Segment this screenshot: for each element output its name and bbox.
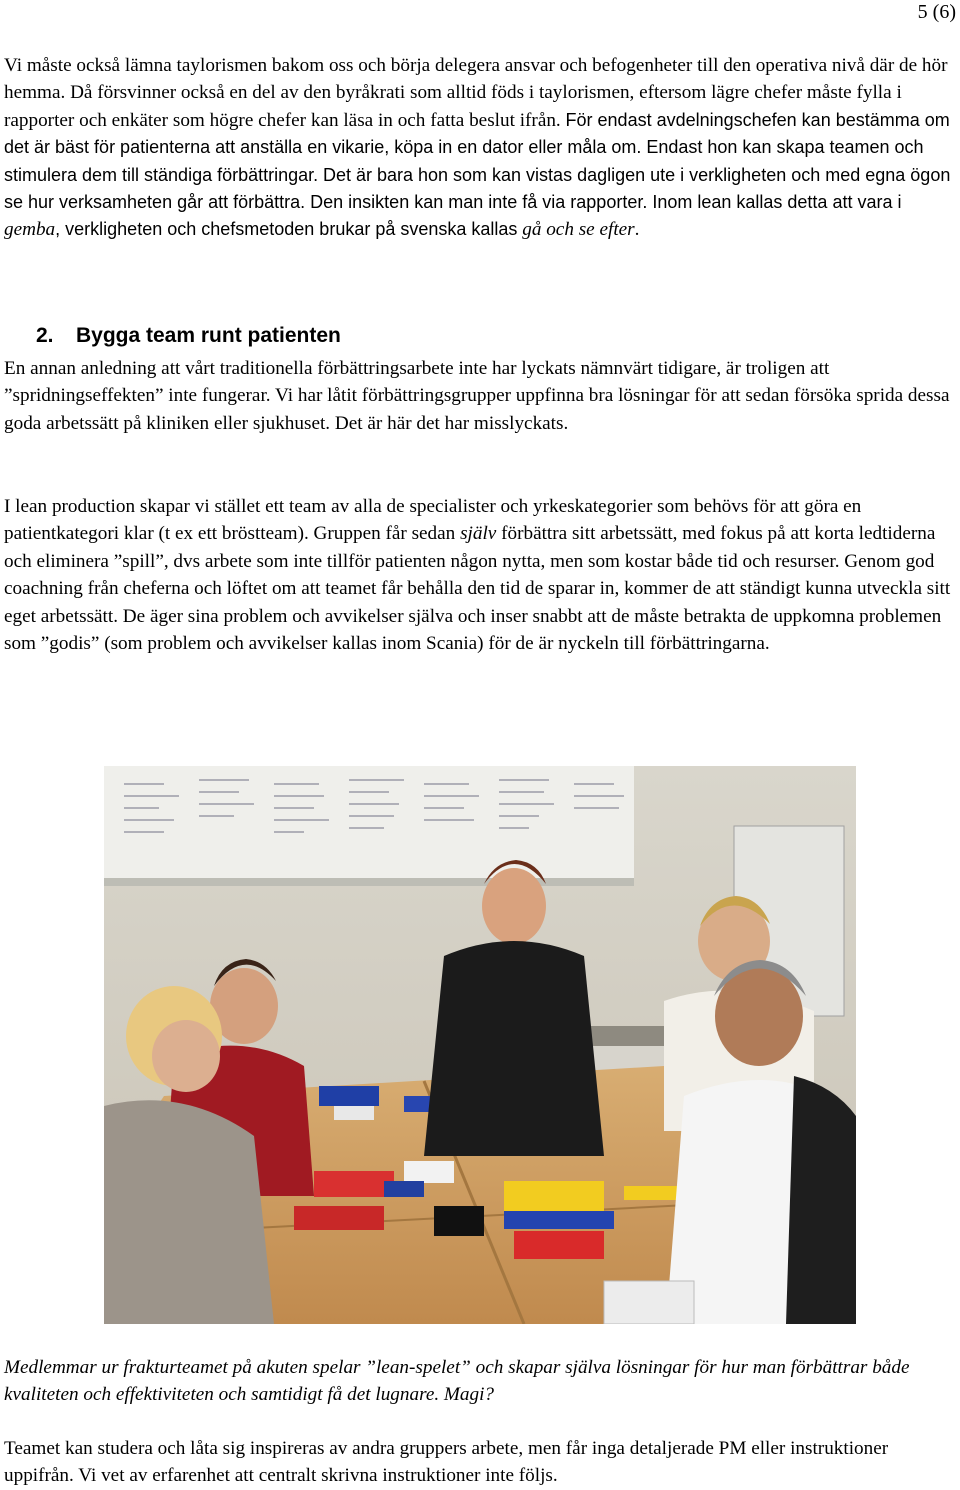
team-photo [104, 766, 856, 1324]
paragraph-1 [4, 52, 956, 244]
paragraph-1-part-b: För endast avdelningschefen kan bestämma om det är bäst för patienterna att anställa en vikarie, köpa in en dator eller måla om. Endast hon kan skapa teamen och stimulera dem till ständiga förbättringar. [4, 109, 950, 185]
paragraph-3 [4, 493, 956, 657]
paragraph-3-part-b: förbättra sitt arbetssätt, med fokus på att korta ledtiderna och eliminera ”spill”, dvs arbete som inte tillför patienten någon nytta, men som kostar både tid och resurser. Genom god coachning från cheferna och löftet om att teamet får behålla den tid de sparar in, kommer de att ständigt kunna utveckla sitt eget arbetssätt. De äger sina problem och avvikelser själva och inser snabbt att de måste betrakta de uppkomna problemen som ”godis” (som problem och avvikelser kallas inom Scania) för de är nyckeln till förbättringarna. [4, 523, 951, 655]
term-ga-och-se-efter: gå och se efter [522, 219, 635, 241]
page-number: 5 (6) [917, 1, 956, 23]
paragraph-2: En annan anledning att vårt traditionella förbättringsarbete inte har lyckats nämnvärt tidigare, är troligen att ”spridningseffekten” inte fungerar. Vi har låtit förbättringsgrupper uppfinna bra lösningar för att sedan försöka sprida dessa goda arbetssätt på kliniken eller sjukhuset. Det är här det har misslyckats. [4, 358, 950, 434]
paragraph-1-part-a: Vi måste också lämna taylorismen bakom oss och börja delegera ansvar och befogenheter till den operativa nivå där de hör hemma. Då försvinner också en del av den byråkrati som alltid föds i taylorismen, eftersom lägre chefer måste fylla i rapporter och enkäter som högre chefer kan läsa in och fatta beslut ifrån. [4, 55, 948, 131]
paragraph-3-part-a: I lean production skapar vi stället ett team av alla de specialister och yrkeskategorier som behövs för att göra en patientkategori klar (t ex ett bröstteam). Gruppen får sedan [4, 496, 862, 545]
photo-caption: Medlemmar ur frakturteamet på akuten spelar ”lean-spelet” och skapar själva lösningar för hur man förbättrar både kvaliteten och effektiviteten och samtidigt få det lugnare. Magi? [4, 1357, 910, 1406]
term-gemba: gemba [4, 219, 56, 241]
section-heading [4, 322, 956, 350]
paragraph-1-part-d: , verkligheten och chefsmetoden brukar på svenska kallas [55, 219, 518, 240]
section-number: 2. [36, 324, 54, 347]
term-sjalv: själv [460, 523, 497, 545]
photo-whiteboard [104, 766, 634, 886]
paragraph-1-part-e: . [634, 219, 640, 241]
paragraph-1-part-c: Det är bara hon som kan vistas dagligen ute i verkligheten och med egna ögon se hur verksamheten går att förbättra. Den insikten kan man inte få via rapporter. Inom lean kallas detta att vara i [4, 164, 951, 213]
section-title: Bygga team runt patienten [76, 324, 341, 347]
paragraph-4: Teamet kan studera och låta sig inspireras av andra gruppers arbete, men får inga detaljerade PM eller instruktioner uppifrån. Vi vet av erfarenhet att centralt skrivna instruktioner inte följs. [4, 1438, 889, 1487]
team-photo-illustration [104, 766, 856, 1324]
